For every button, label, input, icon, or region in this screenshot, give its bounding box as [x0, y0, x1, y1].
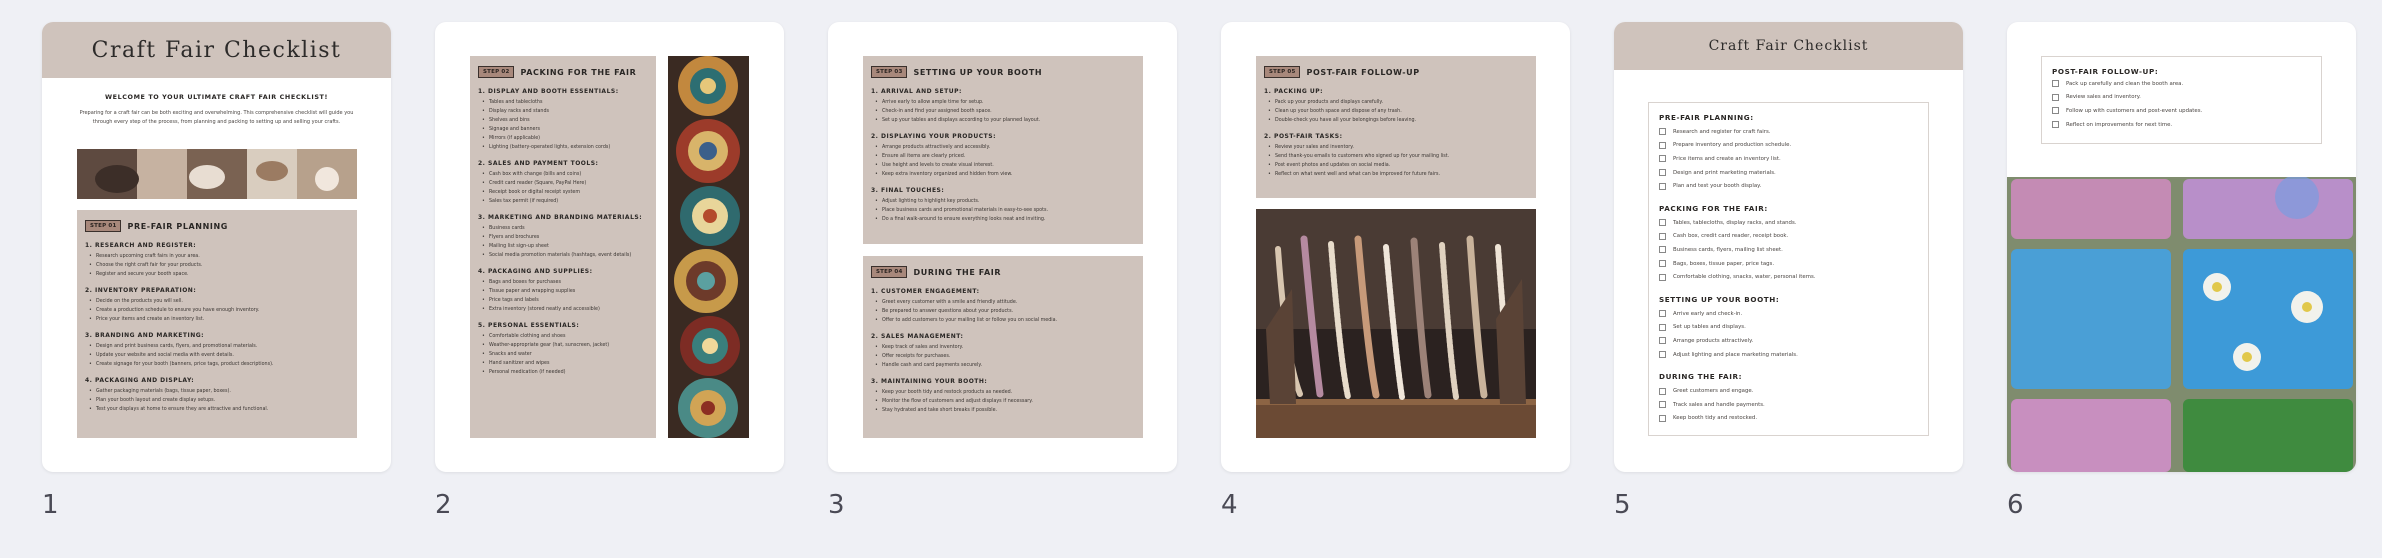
- section-title: 5. PERSONAL ESSENTIALS:: [478, 322, 580, 329]
- page-header: [1614, 22, 1963, 70]
- checklist-item[interactable]: Price items and create an inventory list.: [1659, 152, 1918, 166]
- page-number-2: 2: [435, 490, 452, 520]
- list-item: • Create a production schedule to ensure you have enough inventory.: [85, 306, 349, 315]
- list-item: • Test your displays at home to ensure they are attractive and functional.: [85, 405, 349, 414]
- page-number-4: 4: [1221, 490, 1238, 520]
- section-title: 1. CUSTOMER ENGAGEMENT:: [871, 288, 980, 295]
- list-item: • Mirrors (if applicable): [478, 134, 648, 143]
- section-title: 1. RESEARCH AND REGISTER:: [85, 242, 197, 249]
- section-title: 3. FINAL TOUCHES:: [871, 187, 945, 194]
- checkbox[interactable]: [1659, 351, 1666, 358]
- section-title: 4. PACKAGING AND SUPPLIES:: [478, 268, 593, 275]
- checklist-box: [2041, 56, 2322, 144]
- checkbox[interactable]: [1659, 274, 1666, 281]
- section-title: 2. SALES MANAGEMENT:: [871, 333, 964, 340]
- list-item: • Reflect on what went well and what can be improved for future fairs.: [1264, 170, 1528, 179]
- checkbox[interactable]: [2052, 107, 2059, 114]
- checkbox[interactable]: [1659, 142, 1666, 149]
- list-item: • Research upcoming craft fairs in your area.: [85, 252, 349, 261]
- painted-tiles-photo: [2007, 177, 2356, 472]
- checkbox[interactable]: [1659, 337, 1666, 344]
- page-number-1: 1: [42, 490, 59, 520]
- list-item: • Double-check you have all your belongings before leaving.: [1264, 116, 1528, 125]
- list-item: • Update your website and social media with event details.: [85, 351, 349, 360]
- checklist-item[interactable]: Arrive early and check-in.: [1659, 307, 1918, 321]
- checkbox[interactable]: [1659, 155, 1666, 162]
- checklist-section-title: DURING THE FAIR:: [1659, 372, 1743, 382]
- checklist-item[interactable]: Plan and test your booth display.: [1659, 179, 1918, 193]
- step-badge: STEP 02: [478, 66, 514, 78]
- list-item: • Keep extra inventory organized and hidden from view.: [871, 170, 1135, 179]
- step-badge: STEP 01: [85, 220, 121, 232]
- checklist-item[interactable]: Follow up with customers and post-event updates.: [2052, 104, 2311, 118]
- checklist-item[interactable]: Greet customers and engage.: [1659, 384, 1918, 398]
- step-01-panel: [77, 210, 357, 438]
- checklist-item[interactable]: Keep booth tidy and restocked.: [1659, 412, 1918, 426]
- checklist-item[interactable]: Cash box, credit card reader, receipt book.: [1659, 230, 1918, 244]
- list-item: • Price your items and create an inventory list.: [85, 315, 349, 324]
- page-title: Craft Fair Checklist: [91, 37, 342, 63]
- page-title: Craft Fair Checklist: [1708, 38, 1869, 54]
- list-item: • Snacks and water: [478, 350, 648, 359]
- checklist-item[interactable]: Business cards, flyers, mailing list sheet.: [1659, 243, 1918, 257]
- list-item: • Monitor the flow of customers and adjust displays if necessary.: [871, 397, 1135, 406]
- page-thumbnail-3[interactable]: [828, 22, 1177, 472]
- checkbox[interactable]: [2052, 121, 2059, 128]
- list-item: • Design and print business cards, flyers, and promotional materials.: [85, 342, 349, 351]
- page-header: [42, 22, 391, 78]
- list-item: • Extra inventory (stored neatly and accessible): [478, 305, 648, 314]
- list-item: • Create signage for your booth (banners, price tags, product descriptions).: [85, 360, 349, 369]
- section-title: 2. SALES AND PAYMENT TOOLS:: [478, 160, 599, 167]
- checklist-item[interactable]: Set up tables and displays.: [1659, 321, 1918, 335]
- step-badge: STEP 05: [1264, 66, 1300, 78]
- list-item: • Post event photos and updates on social media.: [1264, 161, 1528, 170]
- page-number-6: 6: [2007, 490, 2024, 520]
- checkbox[interactable]: [1659, 388, 1666, 395]
- page-thumbnail-6[interactable]: [2007, 22, 2356, 472]
- list-item: • Keep your booth tidy and restock products as needed.: [871, 388, 1135, 397]
- list-item: • Weather-appropriate gear (hat, sunscreen, jacket): [478, 341, 648, 350]
- checkbox[interactable]: [1659, 310, 1666, 317]
- checkbox[interactable]: [1659, 183, 1666, 190]
- list-item: • Handle cash and card payments securely.: [871, 361, 1135, 370]
- step-title: DURING THE FAIR: [913, 267, 1002, 277]
- list-item: • Lighting (battery-operated lights, extension cords): [478, 143, 648, 152]
- checklist-section-title: PRE-FAIR PLANNING:: [1659, 113, 1754, 122]
- list-item: • Mailing list sign-up sheet: [478, 242, 648, 251]
- page-thumbnail-5[interactable]: [1614, 22, 1963, 472]
- checklist-item[interactable]: Arrange products attractively.: [1659, 334, 1918, 348]
- crafts-photo: [77, 149, 357, 199]
- checkbox[interactable]: [1659, 246, 1666, 253]
- section-title: 4. PACKAGING AND DISPLAY:: [85, 377, 195, 384]
- list-item: • Sales tax permit (if required): [478, 197, 648, 206]
- list-item: • Register and secure your booth space.: [85, 270, 349, 279]
- section-title: 2. INVENTORY PREPARATION:: [85, 287, 197, 294]
- list-item: • Review your sales and inventory.: [1264, 143, 1528, 152]
- section-title: 3. MAINTAINING YOUR BOOTH:: [871, 378, 988, 385]
- step-title: SETTING UP YOUR BOOTH: [913, 67, 1043, 77]
- section-title: 3. MARKETING AND BRANDING MATERIALS:: [478, 214, 643, 221]
- list-item: • Personal medication (if needed): [478, 368, 648, 377]
- list-item: • Use height and levels to create visual interest.: [871, 161, 1135, 170]
- page-thumbnail-4[interactable]: [1221, 22, 1570, 472]
- checklist-item[interactable]: Review sales and inventory.: [2052, 91, 2311, 105]
- list-item: • Be prepared to answer questions about your products.: [871, 307, 1135, 316]
- list-item: • Tissue paper and wrapping supplies: [478, 287, 648, 296]
- list-item: • Cash box with change (bills and coins): [478, 170, 648, 179]
- step-title: POST-FAIR FOLLOW-UP: [1306, 67, 1420, 77]
- page-number-3: 3: [828, 490, 845, 520]
- step-05-panel: [1256, 56, 1536, 198]
- list-item: • Tables and tablecloths: [478, 98, 648, 107]
- list-item: • Pack up your products and displays carefully.: [1264, 98, 1528, 107]
- list-item: • Social media promotion materials (hashtags, event details): [478, 251, 648, 260]
- list-item: • Do a final walk-around to ensure everything looks neat and inviting.: [871, 215, 1135, 224]
- intro-text: Preparing for a craft fair can be both exciting and overwhelming. This comprehensive checklist will guide you through every step of the process, from planning and packing to setting up and selling your crafts.: [79, 110, 354, 125]
- checkbox[interactable]: [2052, 94, 2059, 101]
- list-item: • Receipt book or digital receipt system: [478, 188, 648, 197]
- checklist-item[interactable]: Pack up carefully and clean the booth area.: [2052, 77, 2311, 91]
- checkbox[interactable]: [1659, 169, 1666, 176]
- list-item: • Business cards: [478, 224, 648, 233]
- checklist-item[interactable]: Reflect on improvements for next time.: [2052, 118, 2311, 132]
- list-item: • Stay hydrated and take short breaks if possible.: [871, 406, 1135, 415]
- list-item: • Bags and boxes for purchases: [478, 278, 648, 287]
- checklist-item[interactable]: Tables, tablecloths, display racks, and stands.: [1659, 216, 1918, 230]
- list-item: • Adjust lighting to highlight key products.: [871, 197, 1135, 206]
- step-title: PRE-FAIR PLANNING: [127, 221, 228, 231]
- step-04-panel: [863, 256, 1143, 438]
- list-item: • Comfortable clothing and shoes: [478, 332, 648, 341]
- section-title: 1. PACKING UP:: [1264, 88, 1324, 95]
- list-item: • Offer receipts for purchases.: [871, 352, 1135, 361]
- checklist-section-title: PACKING FOR THE FAIR:: [1659, 203, 1768, 213]
- checklist-item[interactable]: Design and print marketing materials.: [1659, 166, 1918, 180]
- list-item: • Hand sanitizer and wipes: [478, 359, 648, 368]
- list-item: • Ensure all items are clearly priced.: [871, 152, 1135, 161]
- list-item: • Choose the right craft fair for your products.: [85, 261, 349, 270]
- checkbox[interactable]: [2052, 80, 2059, 87]
- checklist-item[interactable]: Prepare inventory and production schedule.: [1659, 139, 1918, 153]
- checkbox[interactable]: [1659, 128, 1666, 135]
- section-title: 3. BRANDING AND MARKETING:: [85, 332, 205, 339]
- list-item: • Flyers and brochures: [478, 233, 648, 242]
- list-item: • Price tags and labels: [478, 296, 648, 305]
- step-02-panel: [470, 56, 656, 438]
- checklist-item[interactable]: Comfortable clothing, snacks, water, personal items.: [1659, 270, 1918, 284]
- checkbox[interactable]: [1659, 415, 1666, 422]
- checkbox[interactable]: [1659, 219, 1666, 226]
- checklist-item[interactable]: Track sales and handle payments.: [1659, 398, 1918, 412]
- checkbox[interactable]: [1659, 233, 1666, 240]
- step-badge: STEP 03: [871, 66, 907, 78]
- page-thumbnail-1[interactable]: [42, 22, 391, 472]
- list-item: • Display racks and stands: [478, 107, 648, 116]
- section-title: 2. POST-FAIR TASKS:: [1264, 133, 1343, 140]
- welcome-heading: WELCOME TO YOUR ULTIMATE CRAFT FAIR CHECKLIST!: [104, 93, 329, 101]
- step-03-panel: [863, 56, 1143, 244]
- list-item: • Set up your tables and displays according to your planned layout.: [871, 116, 1135, 125]
- list-item: • Clean up your booth space and dispose of any trash.: [1264, 107, 1528, 116]
- list-item: • Check-in and find your assigned booth space.: [871, 107, 1135, 116]
- section-title: 2. DISPLAYING YOUR PRODUCTS:: [871, 133, 996, 140]
- section-title: 1. ARRIVAL AND SETUP:: [871, 88, 962, 95]
- list-item: • Shelves and bins: [478, 116, 648, 125]
- checklist-item[interactable]: Adjust lighting and place marketing materials.: [1659, 348, 1918, 362]
- list-item: • Greet every customer with a smile and friendly attitude.: [871, 298, 1135, 307]
- section-title: 1. DISPLAY AND BOOTH ESSENTIALS:: [478, 88, 619, 95]
- page-thumbnail-2[interactable]: [435, 22, 784, 472]
- list-item: • Decide on the products you will sell.: [85, 297, 349, 306]
- list-item: • Keep track of sales and inventory.: [871, 343, 1135, 352]
- checklist-item[interactable]: Bags, boxes, tissue paper, price tags.: [1659, 257, 1918, 271]
- list-item: • Credit card reader (Square, PayPal Here): [478, 179, 648, 188]
- checkbox[interactable]: [1659, 324, 1666, 331]
- list-item: • Signage and banners: [478, 125, 648, 134]
- step-badge: STEP 04: [871, 266, 907, 278]
- list-item: • Gather packaging materials (bags, tissue paper, boxes).: [85, 387, 349, 396]
- list-item: • Plan your booth layout and create display setups.: [85, 396, 349, 405]
- list-item: • Send thank-you emails to customers who signed up for your mailing list.: [1264, 152, 1528, 161]
- checklist-box: [1648, 102, 1929, 436]
- list-item: • Arrange products attractively and accessibly.: [871, 143, 1135, 152]
- checkbox[interactable]: [1659, 260, 1666, 267]
- list-item: • Offer to add customers to your mailing list or follow you on social media.: [871, 316, 1135, 325]
- plates-photo: [668, 56, 749, 438]
- checkbox[interactable]: [1659, 401, 1666, 408]
- checklist-section-title: POST-FAIR FOLLOW-UP:: [2052, 67, 2159, 76]
- checklist-section-title: SETTING UP YOUR BOOTH:: [1659, 294, 1780, 304]
- page-number-5: 5: [1614, 490, 1631, 520]
- list-item: • Arrive early to allow ample time for setup.: [871, 98, 1135, 107]
- necklaces-photo: [1256, 209, 1536, 438]
- list-item: • Place business cards and promotional materials in easy-to-see spots.: [871, 206, 1135, 215]
- checklist-item[interactable]: Research and register for craft fairs.: [1659, 125, 1918, 139]
- step-title: PACKING FOR THE FAIR: [520, 67, 637, 77]
